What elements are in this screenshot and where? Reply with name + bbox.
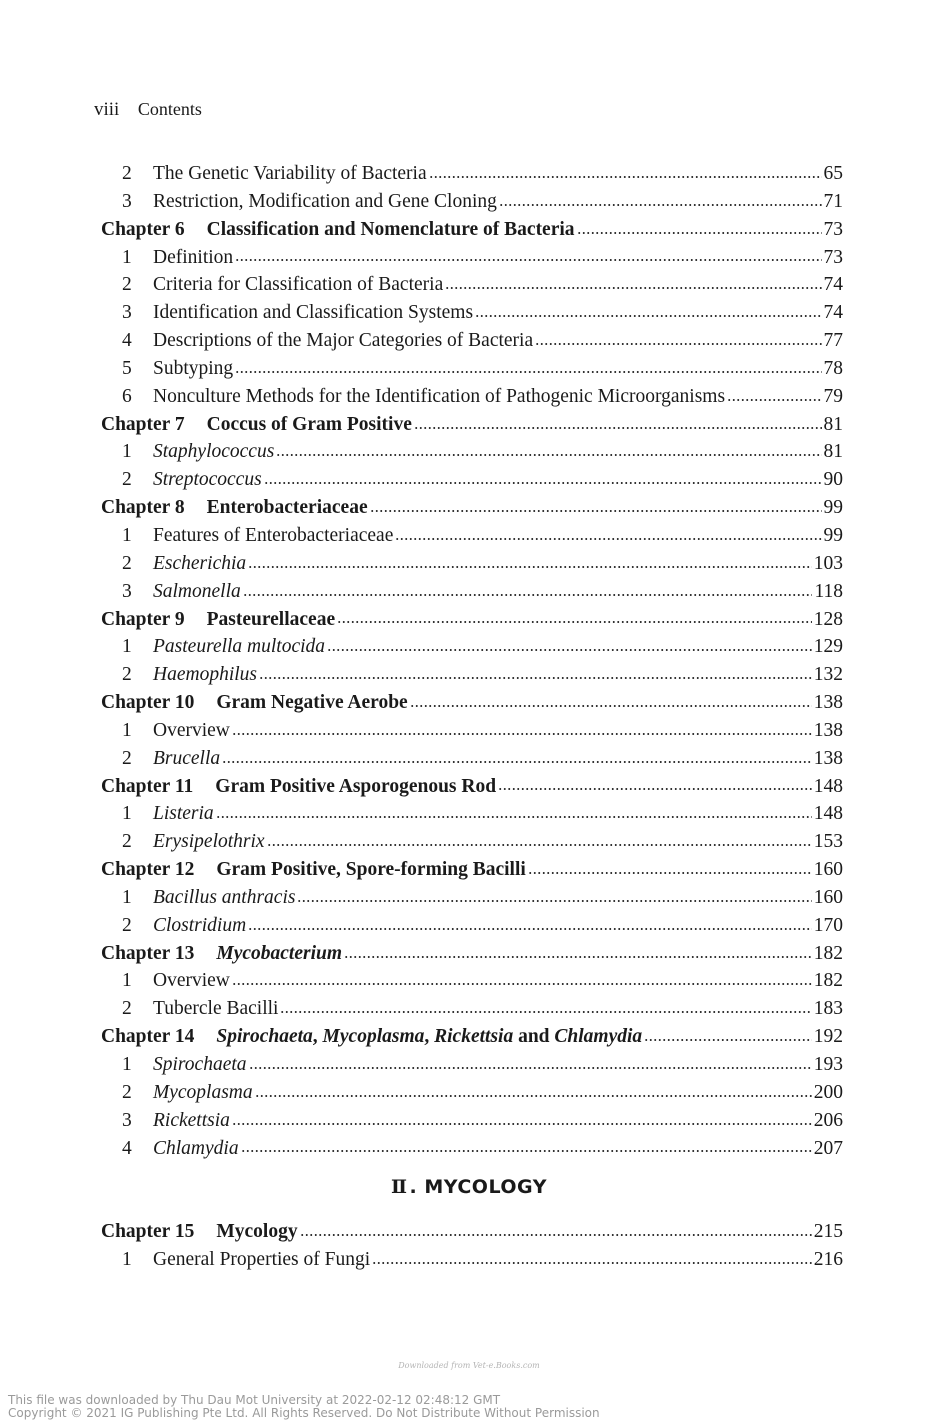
dot-leader — [249, 1067, 812, 1069]
dot-leader — [528, 872, 812, 874]
section-number: 2 — [122, 274, 132, 296]
entry-title — [153, 995, 278, 1023]
entry-title-segment: Criteria for Classification of Bacteria — [153, 274, 444, 296]
entry-title — [153, 884, 295, 912]
entry-title-segment: Spirochaeta — [216, 1026, 313, 1048]
entry-title — [207, 494, 368, 522]
page-number: 182 — [813, 970, 843, 992]
entry-title — [153, 522, 393, 550]
dot-leader — [727, 399, 821, 401]
entry-title-segment: Tubercle Bacilli — [153, 998, 279, 1020]
toc-section-entry — [101, 550, 843, 578]
entry-title-segment: Nonculture Methods for the Identification of Pathogenic Microorganisms — [153, 385, 726, 407]
section-number: 2 — [122, 664, 132, 686]
entry-title-segment: Enterobacteriaceae — [206, 497, 368, 519]
section-number: 2 — [122, 163, 132, 184]
dot-leader — [276, 454, 821, 456]
dot-leader — [297, 900, 811, 902]
toc-section-entry — [101, 745, 843, 773]
entry-title-segment: Gram Positive, Spore-forming Bacilli — [216, 859, 526, 881]
entry-title-segment: Brucella — [153, 747, 221, 769]
dot-leader — [248, 566, 812, 568]
toc-chapter-entry — [101, 940, 843, 968]
dot-leader — [414, 427, 822, 429]
entry-title-segment: Rickettsia — [434, 1026, 514, 1048]
toc-section-entry — [101, 661, 843, 689]
entry-title — [153, 466, 262, 494]
entry-title — [207, 216, 575, 244]
toc-section-entry — [101, 1107, 843, 1135]
section-number: 2 — [122, 914, 132, 936]
page-number: 170 — [813, 914, 843, 936]
entry-title — [153, 438, 274, 466]
entry-title — [153, 1246, 370, 1274]
page-number: 65 — [823, 163, 843, 184]
dot-leader — [445, 287, 821, 289]
dot-leader — [248, 928, 812, 930]
dot-leader — [232, 733, 812, 735]
entry-title-segment: , — [312, 1026, 323, 1048]
section-number: 2 — [122, 552, 132, 574]
dot-leader — [327, 649, 812, 651]
section-number: 1 — [122, 441, 132, 463]
entry-title — [153, 188, 497, 216]
dot-leader — [255, 1095, 812, 1097]
page-number: 148 — [813, 803, 843, 825]
download-footer — [8, 1394, 600, 1420]
toc-section-entry — [101, 1246, 843, 1274]
toc-section-entry — [101, 355, 843, 383]
chapter-number: Chapter 6 — [101, 218, 185, 240]
section-number: 1 — [122, 636, 132, 658]
section-number: 3 — [122, 1109, 132, 1131]
entry-title — [153, 383, 725, 411]
chapter-number: Chapter 10 — [101, 692, 195, 714]
entry-title-segment: Escherichia — [153, 552, 247, 574]
entry-title — [153, 1051, 247, 1079]
section-number: 1 — [122, 803, 132, 825]
dot-leader — [475, 315, 821, 317]
entry-title — [216, 1023, 642, 1051]
section-number: 5 — [122, 357, 132, 379]
entry-title — [153, 661, 257, 689]
entry-title-segment: General Properties of Fungi — [153, 1248, 371, 1270]
entry-title-segment: Staphylococcus — [153, 441, 275, 463]
section-number: 2 — [122, 998, 132, 1020]
section-number: 1 — [122, 970, 132, 992]
dot-leader — [222, 761, 812, 763]
entry-title-segment: Chlamydia — [554, 1026, 643, 1048]
table-of-contents-part-2 — [101, 1218, 843, 1274]
entry-title — [153, 967, 230, 995]
dot-leader — [280, 1011, 811, 1013]
page-number: 128 — [813, 608, 843, 630]
table-of-contents-part-1 — [101, 160, 843, 1162]
entry-title — [216, 856, 525, 884]
entry-title-segment: Definition — [153, 246, 234, 268]
dot-leader — [264, 482, 822, 484]
toc-section-entry — [101, 1051, 843, 1079]
toc-chapter-entry — [101, 773, 843, 801]
page-number: 99 — [823, 497, 843, 519]
entry-title-segment: Pasteurellaceae — [206, 608, 336, 630]
toc-chapter-entry — [101, 411, 843, 439]
page-number: 90 — [823, 469, 843, 491]
page-number: 193 — [813, 1054, 843, 1075]
chapter-number: Chapter 9 — [101, 608, 185, 630]
dot-leader — [370, 510, 822, 512]
chapter-number: Chapter 14 — [101, 1026, 195, 1048]
section-number: 3 — [122, 190, 132, 212]
part-number: Ⅱ — [391, 1176, 408, 1198]
running-head-title: Contents — [137, 99, 202, 119]
entry-title-segment: , — [424, 1026, 435, 1048]
section-number: 2 — [122, 747, 132, 769]
part-title: MYCOLOGY — [424, 1176, 547, 1198]
entry-title — [153, 1135, 239, 1163]
dot-leader — [243, 594, 813, 596]
entry-title-segment: Bacillus anthracis — [153, 886, 296, 908]
entry-title-segment: and — [513, 1026, 555, 1048]
toc-chapter-entry — [101, 606, 843, 634]
entry-title-segment: Pasteurella multocida — [153, 636, 326, 658]
page-number: 78 — [823, 357, 843, 379]
chapter-number: Chapter 15 — [101, 1221, 195, 1242]
running-head — [94, 98, 202, 121]
toc-section-entry — [101, 522, 843, 550]
entry-title — [153, 299, 473, 327]
section-number: 2 — [122, 469, 132, 491]
section-number: 2 — [122, 1081, 132, 1103]
footer-download-line: This file was downloaded by Thu Dau Mot University at 2022-02-12 02:48:12 GMT — [8, 1393, 501, 1407]
toc-chapter-entry — [101, 689, 843, 717]
section-number: 3 — [122, 302, 132, 324]
toc-section-entry — [101, 717, 843, 745]
entry-title — [207, 606, 336, 634]
page-number: 81 — [823, 413, 843, 435]
dot-leader — [499, 204, 822, 206]
toc-section-entry — [101, 438, 843, 466]
section-number: 1 — [122, 719, 132, 741]
entry-title — [153, 1079, 253, 1107]
page-number: 138 — [813, 692, 843, 714]
section-number: 2 — [122, 831, 132, 853]
page-number: 182 — [813, 942, 843, 964]
entry-title-segment: Mycobacterium — [216, 942, 343, 964]
entry-title — [153, 717, 230, 745]
section-number: 3 — [122, 580, 132, 602]
section-number: 6 — [122, 385, 132, 407]
toc-section-entry — [101, 244, 843, 272]
entry-title — [153, 160, 427, 188]
entry-title-segment: The Genetic Variability of Bacteria — [153, 163, 427, 184]
page-number: 153 — [813, 831, 843, 853]
chapter-number: Chapter 11 — [101, 775, 194, 797]
entry-title — [216, 689, 407, 717]
toc-section-entry — [101, 828, 843, 856]
page-number: 160 — [813, 886, 843, 908]
entry-title — [153, 327, 533, 355]
toc-section-entry — [101, 466, 843, 494]
chapter-number: Chapter 13 — [101, 942, 195, 964]
chapter-number: Chapter 8 — [101, 497, 185, 519]
entry-title-segment: Mycoplasma — [153, 1081, 253, 1103]
entry-title — [153, 800, 214, 828]
entry-title-segment: Features of Enterobacteriaceae — [153, 524, 394, 546]
page-number: 138 — [813, 719, 843, 741]
dot-leader — [267, 844, 812, 846]
entry-title-segment: Salmonella — [153, 580, 241, 602]
page-number: 79 — [823, 385, 843, 407]
dot-leader — [241, 1150, 812, 1152]
entry-title-segment: Haemophilus — [153, 664, 257, 686]
entry-title — [153, 355, 233, 383]
entry-title — [215, 773, 496, 801]
chapter-number: Chapter 7 — [101, 413, 185, 435]
dot-leader — [337, 621, 812, 623]
page-number: 77 — [823, 330, 843, 352]
dot-leader — [235, 259, 821, 261]
entry-title-segment: Erysipelothrix — [153, 831, 265, 853]
entry-title — [153, 271, 443, 299]
page-number: 74 — [823, 274, 843, 296]
page-number: 73 — [823, 218, 843, 240]
page-number: 71 — [823, 190, 843, 212]
entry-title — [216, 1218, 297, 1246]
page-number: 192 — [813, 1026, 843, 1048]
dot-leader — [259, 677, 812, 679]
section-number: 1 — [122, 1054, 132, 1075]
dot-leader — [410, 705, 812, 707]
page-number: 129 — [813, 636, 843, 658]
page-number: 138 — [813, 747, 843, 769]
entry-title-segment: Descriptions of the Major Categories of Bacteria — [153, 330, 534, 352]
page-number: 73 — [823, 246, 843, 268]
entry-title-segment: Gram Negative Aerobe — [216, 692, 408, 714]
entry-title-segment: Rickettsia — [153, 1109, 230, 1131]
entry-title — [153, 550, 246, 578]
entry-title — [153, 1107, 230, 1135]
section-number: 4 — [122, 330, 132, 352]
part-heading — [0, 1175, 938, 1199]
page-folio: viii — [94, 99, 120, 120]
page-number: 99 — [823, 524, 843, 546]
entry-title-segment: Subtyping — [153, 357, 234, 379]
watermark: Downloaded from Vet-e.Books.com — [398, 1361, 540, 1370]
toc-section-entry — [101, 1079, 843, 1107]
entry-title-segment: Streptococcus — [153, 469, 262, 491]
entry-title — [153, 633, 325, 661]
toc-section-entry — [101, 800, 843, 828]
entry-title — [153, 912, 246, 940]
entry-title-segment: Chlamydia — [153, 1137, 239, 1159]
section-number: 1 — [122, 886, 132, 908]
page-number: 74 — [823, 302, 843, 324]
toc-section-entry — [101, 967, 843, 995]
page-number: 81 — [823, 441, 843, 463]
page-number: 207 — [813, 1137, 843, 1159]
toc-chapter-entry — [101, 1218, 843, 1246]
dot-leader — [429, 176, 822, 178]
section-number: 1 — [122, 1248, 132, 1270]
section-number: 1 — [122, 246, 132, 268]
toc-section-entry — [101, 912, 843, 940]
toc-chapter-entry — [101, 494, 843, 522]
toc-chapter-entry — [101, 1023, 843, 1051]
page-number: 215 — [813, 1221, 843, 1242]
entry-title-segment: Overview — [153, 970, 230, 992]
dot-leader — [577, 232, 822, 234]
entry-title — [153, 244, 233, 272]
part-separator: . — [409, 1176, 418, 1198]
entry-title-segment: Restriction, Modification and Gene Cloning — [153, 190, 497, 212]
dot-leader — [235, 371, 821, 373]
toc-chapter-entry — [101, 216, 843, 244]
dot-leader — [395, 538, 821, 540]
toc-section-entry — [101, 271, 843, 299]
footer-copyright-line: Copyright © 2021 IG Publishing Pte Ltd. All Rights Reserved. Do Not Distribute Without Permission — [8, 1406, 600, 1420]
page-number: 200 — [813, 1081, 843, 1103]
toc-section-entry — [101, 884, 843, 912]
entry-title-segment: Clostridium — [153, 914, 247, 936]
page-number: 160 — [813, 859, 843, 881]
entry-title — [153, 578, 241, 606]
chapter-number: Chapter 12 — [101, 859, 195, 881]
dot-leader — [300, 1234, 812, 1236]
toc-section-entry — [101, 995, 843, 1023]
dot-leader — [498, 788, 812, 790]
entry-title-segment: Overview — [153, 719, 230, 741]
dot-leader — [535, 343, 821, 345]
dot-leader — [644, 1039, 812, 1041]
page-number: 148 — [813, 775, 843, 797]
entry-title-segment: Listeria — [153, 803, 214, 825]
page-number: 183 — [813, 998, 843, 1020]
toc-section-entry — [101, 1135, 843, 1163]
page-number: 118 — [814, 580, 843, 602]
dot-leader — [232, 983, 812, 985]
entry-title-segment: Coccus of Gram Positive — [206, 413, 412, 435]
section-number: 4 — [122, 1137, 132, 1159]
dot-leader — [372, 1262, 812, 1264]
page-number: 103 — [813, 552, 843, 574]
page-number: 206 — [813, 1109, 843, 1131]
entry-title-segment: Mycology — [216, 1221, 298, 1242]
entry-title — [216, 940, 342, 968]
toc-section-entry — [101, 578, 843, 606]
toc-section-entry — [101, 299, 843, 327]
entry-title-segment: Mycoplasma — [322, 1026, 425, 1048]
dot-leader — [344, 956, 812, 958]
entry-title-segment: Gram Positive Asporogenous Rod — [215, 775, 497, 797]
toc-section-entry — [101, 160, 843, 188]
entry-title-segment: Classification and Nomenclature of Bacteria — [206, 218, 575, 240]
entry-title-segment: Identification and Classification Systems — [153, 302, 474, 324]
toc-section-entry — [101, 383, 843, 411]
entry-title — [207, 411, 412, 439]
toc-section-entry — [101, 188, 843, 216]
toc-section-entry — [101, 633, 843, 661]
toc-section-entry — [101, 327, 843, 355]
page-number: 132 — [813, 664, 843, 686]
section-number: 1 — [122, 524, 132, 546]
dot-leader — [232, 1123, 812, 1125]
entry-title — [153, 828, 265, 856]
toc-chapter-entry — [101, 856, 843, 884]
dot-leader — [216, 816, 812, 818]
entry-title — [153, 745, 220, 773]
page-number: 216 — [813, 1248, 843, 1270]
entry-title-segment: Spirochaeta — [153, 1054, 247, 1075]
